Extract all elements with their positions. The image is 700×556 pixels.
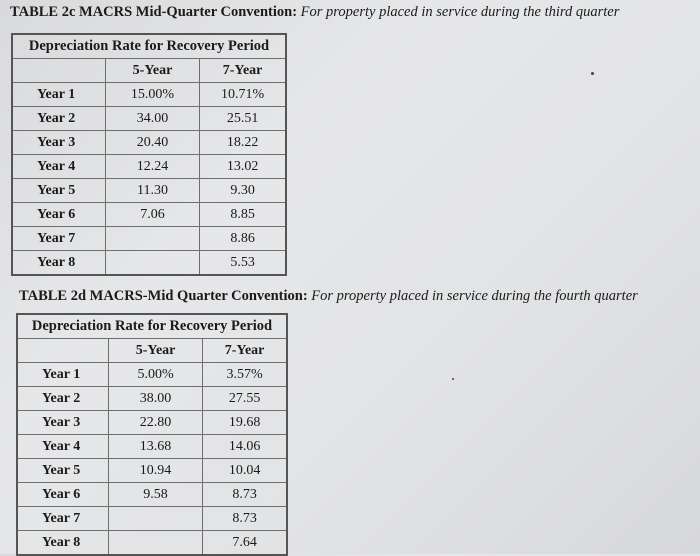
- table-2c-column-header-7-year: 7-Year: [200, 59, 286, 83]
- table-2c-caption-title: TABLE 2c MACRS Mid-Quarter Convention:: [10, 4, 298, 20]
- table-row: [17, 459, 287, 483]
- table-row: [12, 203, 286, 227]
- table-2d-header-title: Depreciation Rate for Recovery Period: [17, 314, 287, 339]
- table-2c-title-row: [12, 34, 286, 59]
- table-row: [12, 179, 286, 203]
- rate-7-year-cell: 9.30: [200, 179, 286, 203]
- year-cell: Year 7: [17, 507, 108, 531]
- rate-5-year-cell: 34.00: [105, 107, 199, 131]
- year-cell: Year 1: [17, 363, 108, 387]
- table-2c-column-header-row: [12, 59, 286, 83]
- table-row: [17, 483, 287, 507]
- dust-speck: [591, 72, 594, 75]
- table-2d-caption-title: TABLE 2d MACRS-Mid Quarter Convention:: [19, 288, 308, 304]
- year-cell: Year 3: [17, 411, 108, 435]
- table-2c-column-header-5-year: 5-Year: [105, 59, 199, 83]
- year-cell: Year 6: [17, 483, 108, 507]
- table-row: [17, 531, 287, 556]
- table-2c-caption-description: For property placed in service during the third quarter: [300, 4, 620, 20]
- table-2d-caption-description: For property placed in service during the fourth quarter: [311, 288, 638, 304]
- rate-5-year-cell: 9.58: [108, 483, 202, 507]
- table-row: [17, 507, 287, 531]
- rate-7-year-cell: 8.73: [203, 483, 287, 507]
- year-cell: Year 1: [12, 83, 105, 107]
- table-row: [12, 251, 286, 276]
- table-row: [12, 131, 286, 155]
- rate-7-year-cell: 25.51: [200, 107, 286, 131]
- table-2c-caption: [10, 4, 619, 21]
- table-2c-column-header-year: [12, 59, 105, 83]
- rate-7-year-cell: 5.53: [200, 251, 286, 276]
- table-row: [12, 155, 286, 179]
- rate-5-year-cell: [108, 531, 202, 556]
- rate-5-year-cell: 13.68: [108, 435, 202, 459]
- year-cell: Year 5: [12, 179, 105, 203]
- rate-7-year-cell: 18.22: [200, 131, 286, 155]
- table-row: [17, 387, 287, 411]
- table-row: [17, 411, 287, 435]
- rate-5-year-cell: 15.00%: [105, 83, 199, 107]
- table-2d-column-header-7-year: 7-Year: [203, 339, 287, 363]
- table-2d-column-header-row: [17, 339, 287, 363]
- year-cell: Year 6: [12, 203, 105, 227]
- rate-7-year-cell: 7.64: [203, 531, 287, 556]
- table-row: [12, 227, 286, 251]
- rate-5-year-cell: 12.24: [105, 155, 199, 179]
- rate-5-year-cell: [105, 251, 199, 276]
- rate-7-year-cell: 10.71%: [200, 83, 286, 107]
- rate-5-year-cell: 22.80: [108, 411, 202, 435]
- year-cell: Year 7: [12, 227, 105, 251]
- table-2d: [16, 313, 288, 556]
- rate-5-year-cell: 11.30: [105, 179, 199, 203]
- rate-5-year-cell: 5.00%: [108, 363, 202, 387]
- table-2d-title-row: [17, 314, 287, 339]
- rate-7-year-cell: 27.55: [203, 387, 287, 411]
- rate-7-year-cell: 8.73: [203, 507, 287, 531]
- rate-5-year-cell: [105, 227, 199, 251]
- rate-5-year-cell: [108, 507, 202, 531]
- rate-7-year-cell: 3.57%: [203, 363, 287, 387]
- year-cell: Year 4: [17, 435, 108, 459]
- table-2c-header-title: Depreciation Rate for Recovery Period: [12, 34, 286, 59]
- dust-speck: [452, 378, 454, 380]
- table-row: [12, 107, 286, 131]
- rate-7-year-cell: 8.85: [200, 203, 286, 227]
- year-cell: Year 5: [17, 459, 108, 483]
- rate-7-year-cell: 19.68: [203, 411, 287, 435]
- table-row: [17, 363, 287, 387]
- year-cell: Year 8: [12, 251, 105, 276]
- rate-5-year-cell: 7.06: [105, 203, 199, 227]
- table-2d-caption: [19, 288, 638, 305]
- year-cell: Year 2: [12, 107, 105, 131]
- rate-5-year-cell: 10.94: [108, 459, 202, 483]
- year-cell: Year 3: [12, 131, 105, 155]
- rate-7-year-cell: 10.04: [203, 459, 287, 483]
- year-cell: Year 8: [17, 531, 108, 556]
- rate-5-year-cell: 38.00: [108, 387, 202, 411]
- table-2d-column-header-5-year: 5-Year: [108, 339, 202, 363]
- rate-5-year-cell: 20.40: [105, 131, 199, 155]
- year-cell: Year 4: [12, 155, 105, 179]
- rate-7-year-cell: 13.02: [200, 155, 286, 179]
- rate-7-year-cell: 8.86: [200, 227, 286, 251]
- table-2d-column-header-year: [17, 339, 108, 363]
- table-2c: [11, 33, 287, 276]
- table-row: [17, 435, 287, 459]
- rate-7-year-cell: 14.06: [203, 435, 287, 459]
- year-cell: Year 2: [17, 387, 108, 411]
- table-row: [12, 83, 286, 107]
